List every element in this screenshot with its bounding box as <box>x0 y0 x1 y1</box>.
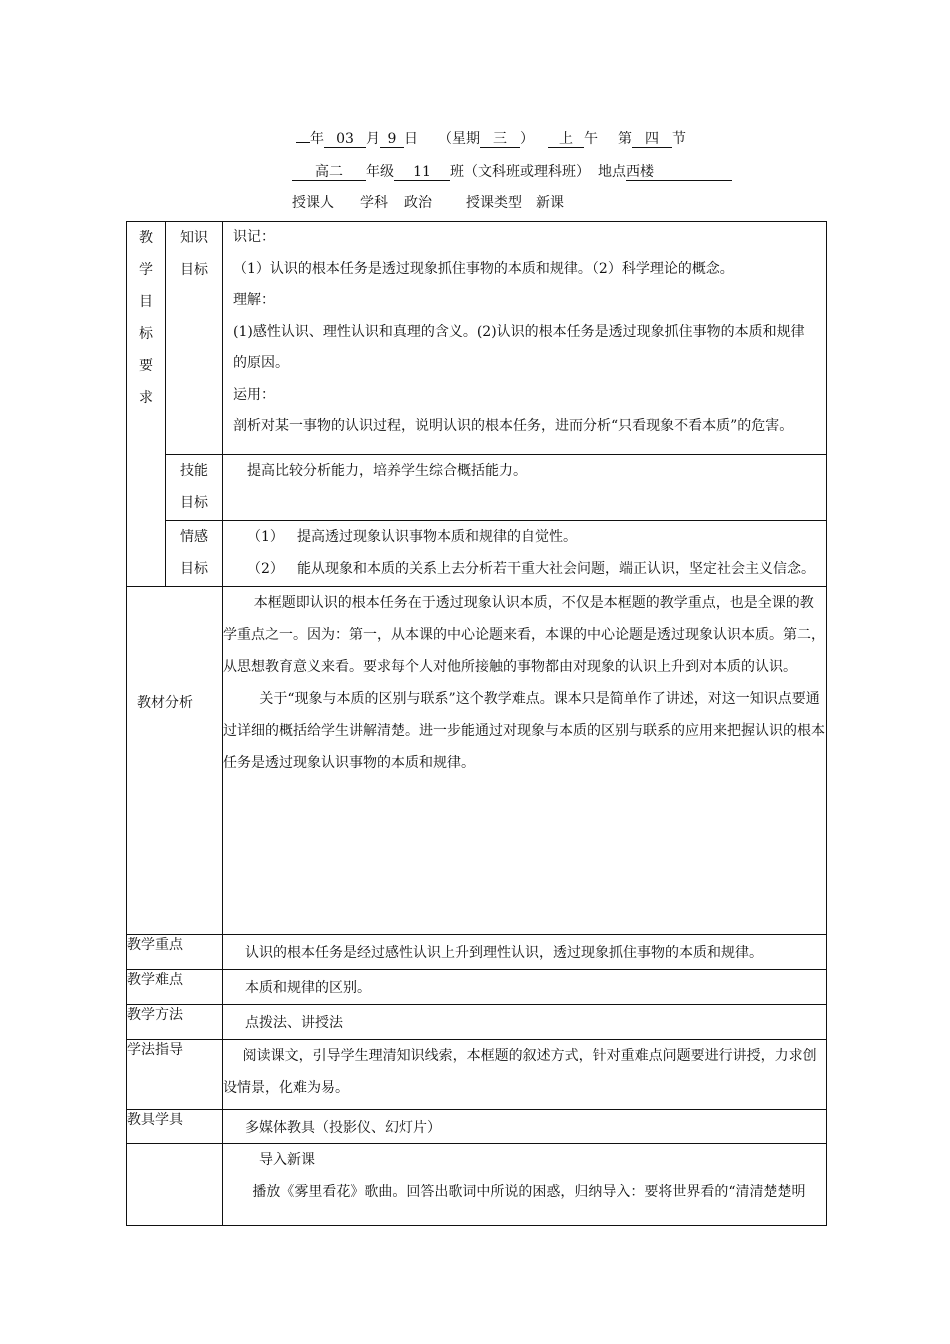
year-blank <box>296 142 310 143</box>
knowledge-line: 的原因。 <box>233 355 289 371</box>
method-content: 点拨法、讲授法 <box>223 1005 827 1040</box>
emotion-item: （1） 提高透过现象认识事物本质和规律的自觉性。 <box>247 529 577 545</box>
skill-goal-content: 提高比较分析能力，培养学生综合概括能力。 <box>223 455 827 521</box>
focus-label: 教学重点 <box>127 935 223 970</box>
place-value: 西楼 <box>626 164 732 181</box>
lesson-value: 四 <box>632 131 672 148</box>
difficulty-content: 本质和规律的区别。 <box>223 970 827 1005</box>
process-text: 播放《雾里看花》歌曲。回答出歌词中所说的困惑，归纳导入：要将世界看的“清清楚楚明 <box>252 1184 806 1200</box>
week-suffix: ） <box>520 131 534 147</box>
method-label: 教学方法 <box>127 1005 223 1040</box>
focus-row <box>127 935 827 970</box>
place-label: 地点 <box>598 164 626 180</box>
grade-suffix: 年级 <box>366 164 394 180</box>
emotion-item: （2） 能从现象和本质的关系上去分析若干重大社会问题，端正认识，坚定社会主义信念。 <box>247 561 815 577</box>
knowledge-goal-content <box>223 222 827 455</box>
knowledge-line: （1）认识的根本任务是透过现象抓住事物的本质和规律。（2）科学理论的概念。 <box>233 260 734 277</box>
period-suffix: 午 <box>584 131 598 147</box>
month-value: 03 <box>324 131 366 148</box>
class-value: 11 <box>394 164 450 181</box>
period-value: 上 <box>548 131 584 148</box>
date-line <box>0 128 950 148</box>
teaching-goals-label: 教 学 目 标 要 求 <box>127 222 166 587</box>
knowledge-line: 剖析对某一事物的认识过程，说明认识的根本任务，进而分析“只看现象不看本质”的危害。 <box>233 418 794 434</box>
month-suffix: 月 <box>366 131 380 147</box>
grade-value: 高二 <box>292 164 366 181</box>
analysis-paragraph: 关于“现象与本质的区别与联系”这个教学难点。课本只是简单作了讲述，对这一知识点要通过详细的概括给学生讲解清楚。进一步能通过对现象与本质的区别与联系的应用来把握认识的根本任务是透过现象认识事物的本质和规律。 <box>223 691 825 771</box>
type-label: 授课类型 <box>466 195 522 211</box>
type-value: 新课 <box>536 195 564 211</box>
guidance-content: 阅读课文，引导学生理清知识线索，本框题的叙述方式，针对重难点问题要进行讲授，力求创设情景，化难为易。 <box>223 1040 827 1110</box>
knowledge-line: (1)感性认识、理性认识和真理的含义。(2)认识的根本任务是透过现象抓住事物的本质和规律 <box>233 323 805 340</box>
emotion-row <box>127 521 827 587</box>
process-label-cell <box>127 1144 223 1226</box>
knowledge-line: 识记： <box>233 229 275 245</box>
tools-content: 多媒体教具（投影仪、幻灯片） <box>223 1110 827 1144</box>
lesson-prefix: 第 <box>618 131 632 147</box>
guidance-row <box>127 1040 827 1110</box>
skill-goal-label: 技能 目标 <box>166 455 223 521</box>
teacher-line <box>0 192 950 212</box>
subject-label: 学科 <box>360 195 388 211</box>
difficulty-label: 教学难点 <box>127 970 223 1005</box>
knowledge-line: 运用： <box>233 386 275 403</box>
subject-value: 政治 <box>404 195 432 211</box>
class-line <box>0 161 950 181</box>
method-row <box>127 1005 827 1040</box>
tools-row <box>127 1110 827 1144</box>
teacher-label: 授课人 <box>292 195 334 211</box>
analysis-label: 教材分析 <box>127 587 223 935</box>
day-value: 9 <box>380 131 404 148</box>
process-content <box>223 1144 827 1226</box>
knowledge-line: 理解： <box>233 292 275 308</box>
day-suffix: 日 <box>404 131 418 147</box>
week-prefix: （星期 <box>438 131 480 147</box>
knowledge-row <box>127 222 827 455</box>
lesson-suffix: 节 <box>672 131 686 147</box>
analysis-paragraph: 本框题即认识的根本任务在于透过现象认识本质，不仅是本框题的教学重点，也是全课的教学重点之一。因为：第一，从本课的中心论题来看，本课的中心论题是透过现象认识本质。第二，从思想教育意义来看。要求每个人对他所接触的事物都由对现象的认识上升到对本质的认识。 <box>223 595 825 675</box>
guidance-label: 学法指导 <box>127 1040 223 1110</box>
process-heading: 导入新课 <box>259 1152 315 1168</box>
difficulty-row <box>127 970 827 1005</box>
skill-row <box>127 455 827 521</box>
tools-label: 教具学具 <box>127 1110 223 1144</box>
emotion-goal-content <box>223 521 827 587</box>
class-suffix: 班（文科班或理科班） <box>450 164 590 180</box>
process-row <box>127 1144 827 1226</box>
analysis-row <box>127 587 827 935</box>
focus-content: 认识的根本任务是经过感性认识上升到理性认识，透过现象抓住事物的本质和规律。 <box>223 935 827 970</box>
week-value: 三 <box>480 131 520 148</box>
emotion-goal-label: 情感 目标 <box>166 521 223 587</box>
year-suffix: 年 <box>310 131 324 147</box>
analysis-content <box>223 587 827 935</box>
lesson-plan-table <box>126 221 827 1226</box>
knowledge-goal-label: 知识 目标 <box>166 222 223 455</box>
